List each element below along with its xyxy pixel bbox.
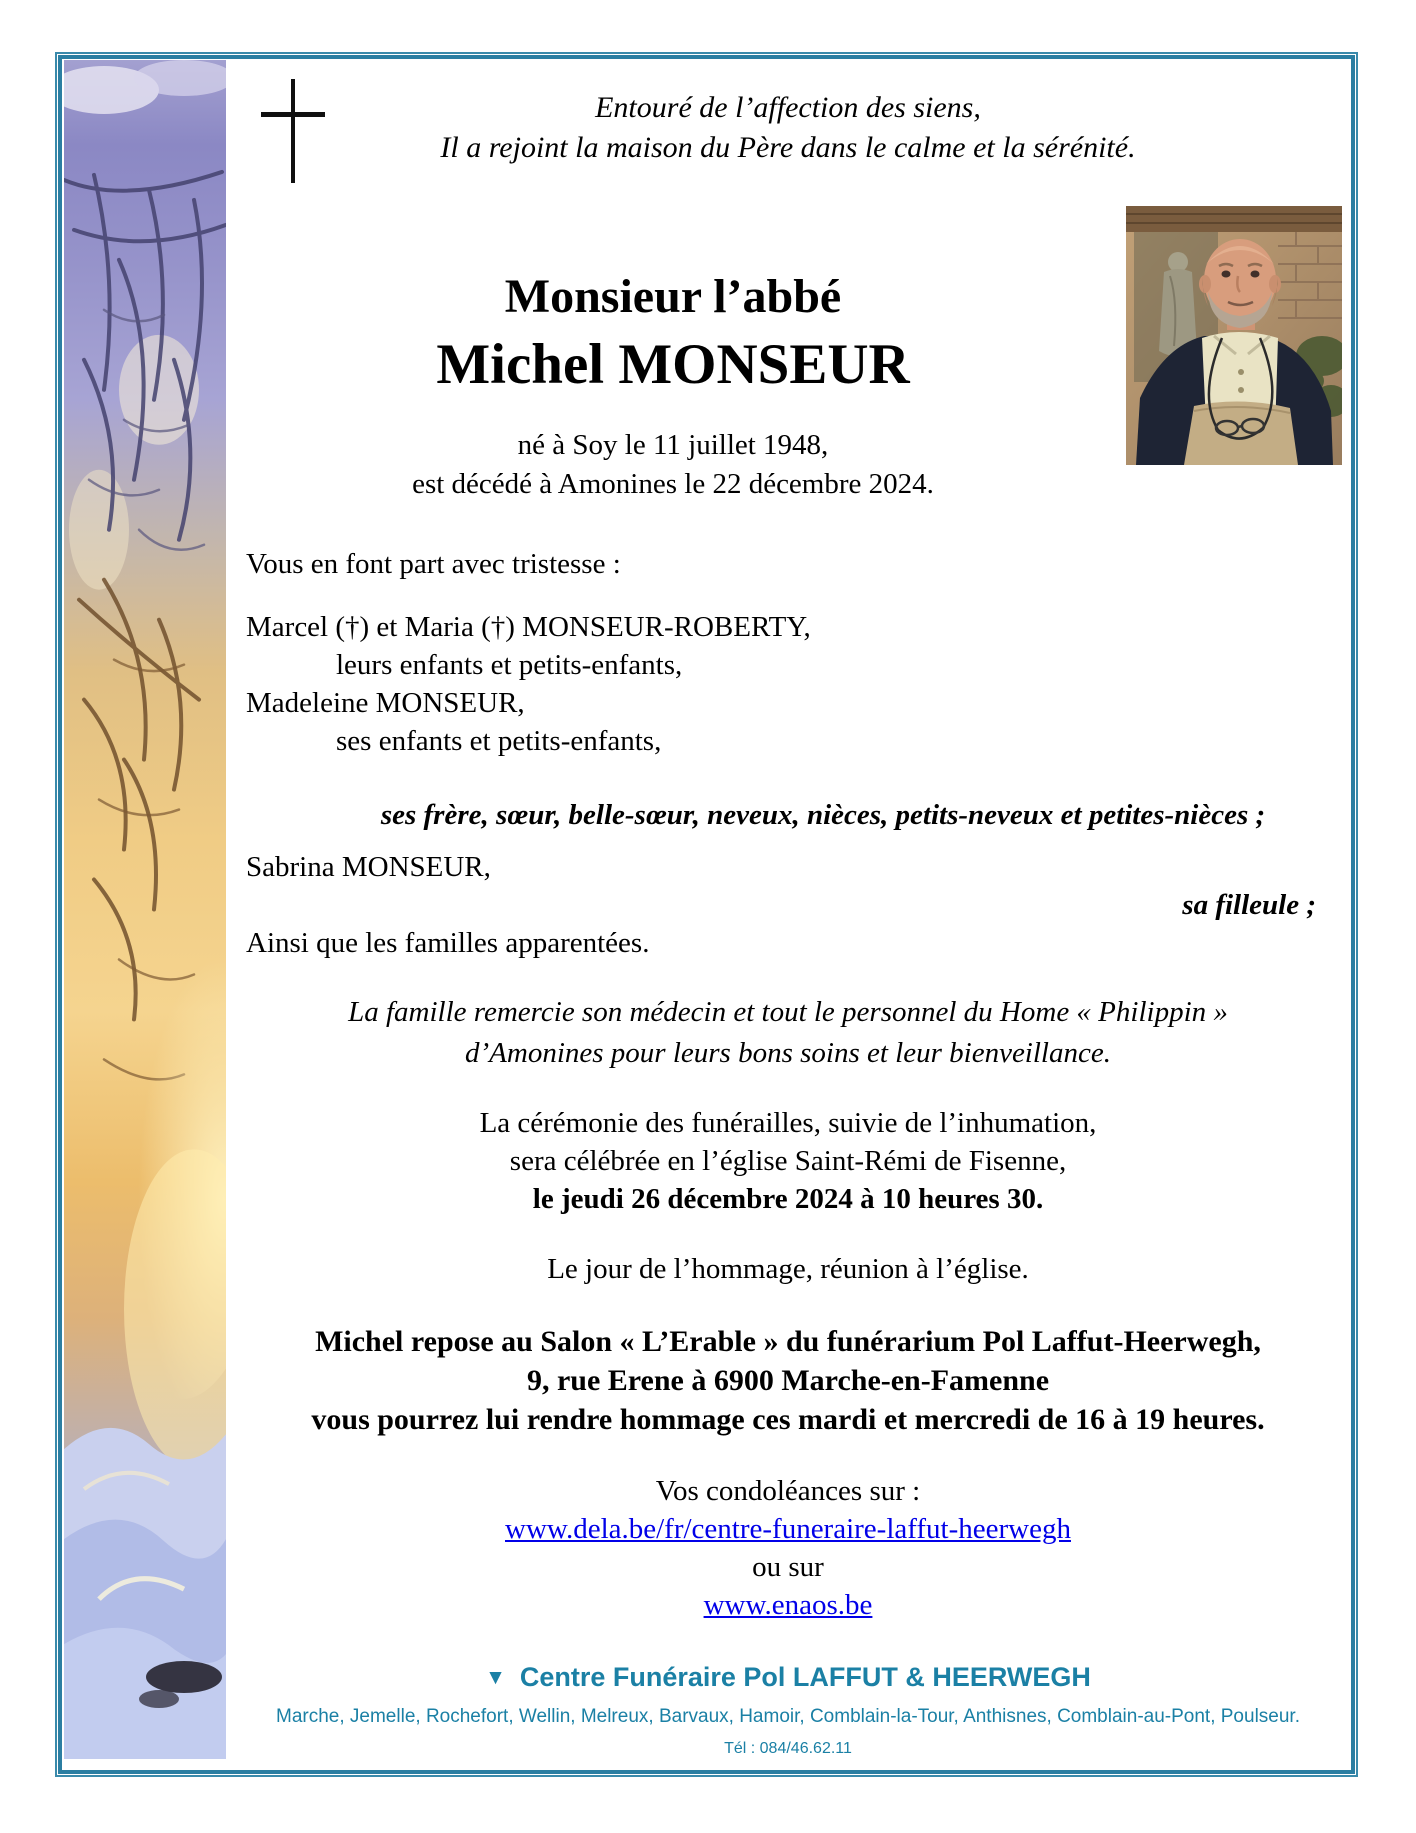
ceremony-line1: La cérémonie des funérailles, suivie de l’inhumation, <box>479 1107 1097 1139</box>
thanks-line2: d’Amonines pour leurs bons soins et leur bienveillance. <box>465 1037 1111 1069</box>
epitaph-line2: Il a rejoint la maison du Père dans le calme et la sérénité. <box>440 131 1136 164</box>
ceremony-line2: sera célébrée en l’église Saint-Rémi de Fisenne, <box>509 1145 1067 1177</box>
condolences-separator: ou sur <box>752 1551 824 1583</box>
winter-photo-strip <box>64 60 226 1759</box>
goddaughter-name: Sabrina MONSEUR, <box>246 851 491 883</box>
families-line: Ainsi que les familles apparentées. <box>246 927 650 959</box>
deceased-dates <box>230 426 1116 504</box>
family-line-madeleine: Madeleine MONSEUR, <box>246 687 525 719</box>
thanks-paragraph <box>230 992 1346 1074</box>
condolences-link-dela[interactable]: www.dela.be/fr/centre-funeraire-laffut-heerwegh <box>505 1513 1071 1545</box>
ceremony-paragraph <box>230 1104 1346 1218</box>
family-line-parents: Marcel (†) et Maria (†) MONSEUR-ROBERTY, <box>246 611 811 643</box>
birth-line: né à Soy le 11 juillet 1948, <box>517 429 829 461</box>
family-list <box>246 608 1246 760</box>
funeral-home-brand <box>230 1660 1346 1697</box>
epitaph <box>230 88 1346 168</box>
death-line: est décédé à Amonines le 22 décembre 2024. <box>412 468 934 500</box>
family-line-their-children: leurs enfants et petits-enfants, <box>336 649 683 681</box>
triangle-down-icon: ▼ <box>485 1666 506 1689</box>
goddaughter-relation: sa filleule ; <box>1182 889 1316 921</box>
funeral-home-phone: Tél : 084/46.62.11 <box>724 1740 852 1757</box>
homage-line: Le jour de l’hommage, réunion à l’église. <box>547 1253 1029 1285</box>
repose-line1: Michel repose au Salon « L’Erable » du funérarium Pol Laffut-Heerwegh, <box>315 1325 1261 1358</box>
funeral-home-cities: Marche, Jemelle, Rochefort, Wellin, Melreux, Barvaux, Hamoir, Comblain-la-Tour, Anthisnes, Comblain-au-Pont, Poulseur. <box>276 1706 1300 1727</box>
repose-line3: vous pourrez lui rendre hommage ces mardi et mercredi de 16 à 19 heures. <box>311 1403 1265 1436</box>
condolences-block <box>230 1472 1346 1624</box>
winter-photo <box>64 60 226 1759</box>
repose-paragraph <box>230 1322 1346 1439</box>
deceased-name: Michel MONSEUR <box>436 333 910 396</box>
ceremony-datetime: le jeudi 26 décembre 2024 à 10 heures 30. <box>532 1183 1044 1215</box>
family-line-her-children: ses enfants et petits-enfants, <box>336 725 662 757</box>
relatives-line: ses frère, sœur, belle-sœur, neveux, nièces, petits-neveux et petites-nièces ; <box>380 799 1266 831</box>
deceased-title: Monsieur l’abbé <box>504 270 842 323</box>
condolences-link-enaos[interactable]: www.enaos.be <box>703 1589 873 1621</box>
portrait-art <box>1126 206 1342 465</box>
repose-line2: 9, rue Erene à 6900 Marche-en-Famenne <box>526 1364 1050 1397</box>
announcement-intro: Vous en font part avec tristesse : <box>246 548 621 580</box>
thanks-line1: La famille remercie son médecin et tout le personnel du Home « Philippin » <box>348 996 1228 1028</box>
funeral-home-name: Centre Funéraire Pol LAFFUT & HEERWEGH <box>519 1662 1091 1692</box>
portrait-photo <box>1126 206 1342 465</box>
condolences-intro: Vos condoléances sur : <box>655 1475 921 1507</box>
epitaph-line1: Entouré de l’affection des siens, <box>595 91 981 124</box>
